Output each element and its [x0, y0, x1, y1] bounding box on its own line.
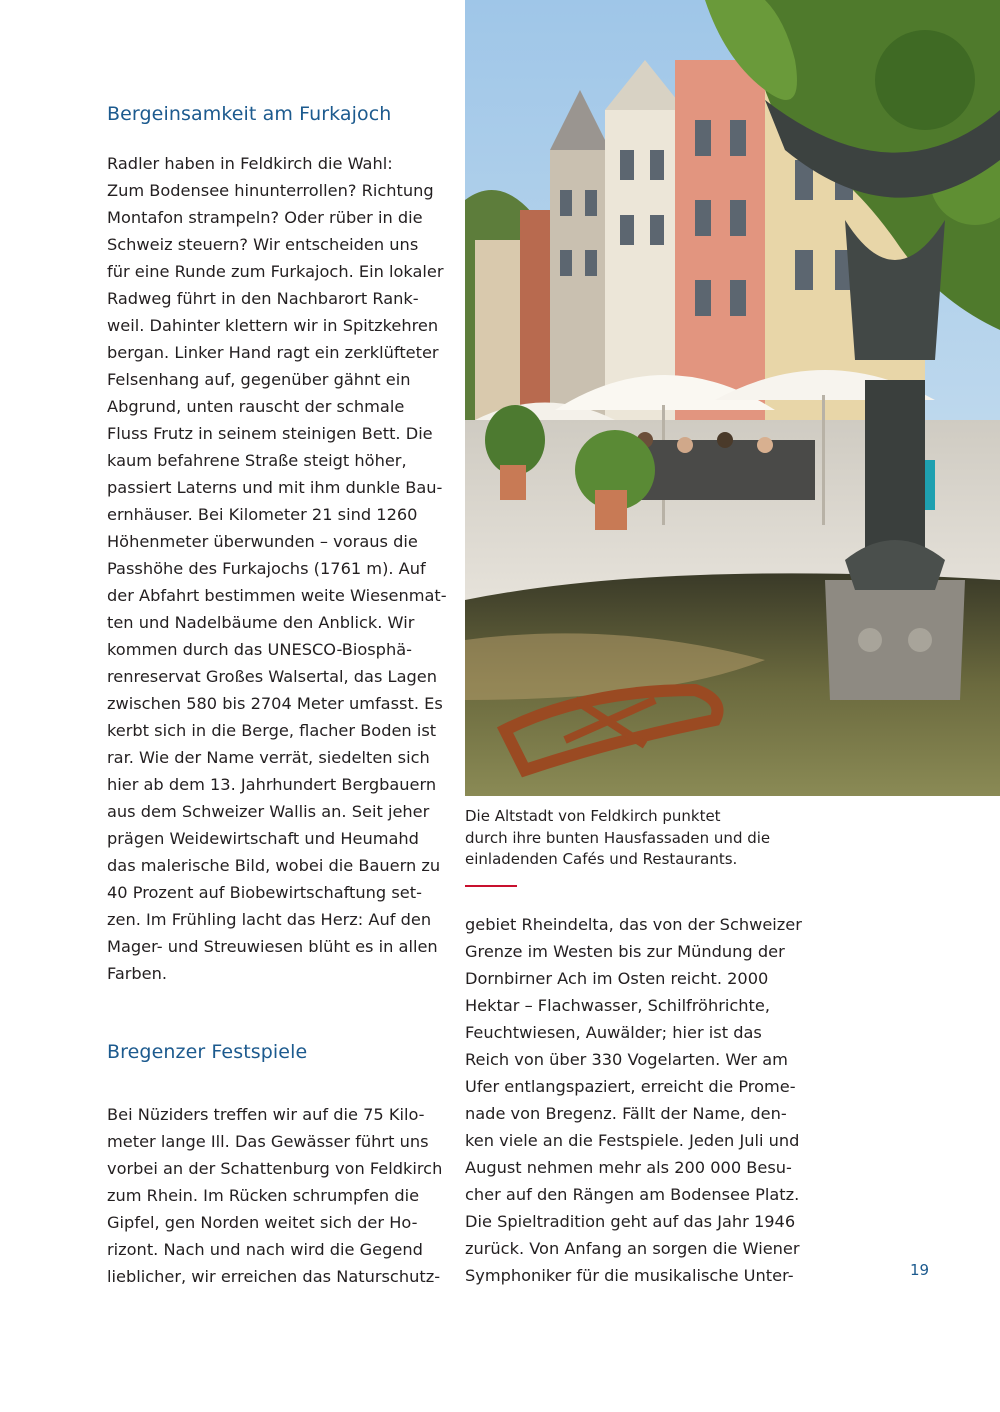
text-line: zum Rhein. Im Rücken schrumpfen die	[107, 1186, 420, 1205]
text-line: prägen Weidewirtschaft und Heumahd	[107, 829, 419, 848]
body-text-festspiele	[107, 1101, 443, 1290]
page-number: 19	[910, 1261, 930, 1279]
caption-line: einladenden Cafés und Restaurants.	[465, 850, 738, 868]
text-line: Bei Nüziders treffen wir auf die 75 Kilo-	[107, 1105, 425, 1124]
text-line: kerbt sich in die Berge, flacher Boden ist	[107, 721, 437, 740]
body-text-continuation	[465, 911, 800, 1289]
text-line: rizont. Nach und nach wird die Gegend	[107, 1240, 423, 1259]
caption-divider	[465, 885, 517, 887]
text-line: zen. Im Frühling lacht das Herz: Auf den	[107, 910, 432, 929]
text-line: Mager- und Streuwiesen blüht es in allen	[107, 937, 438, 956]
text-line: cher auf den Rängen am Bodensee Platz.	[465, 1185, 800, 1204]
text-line: passiert Laterns und mit ihm dunkle Bau-	[107, 478, 443, 497]
feldkirch-old-town-photo	[465, 0, 1000, 796]
text-line: weil. Dahinter klettern wir in Spitzkehren	[107, 316, 439, 335]
text-line: Gipfel, gen Norden weitet sich der Ho-	[107, 1213, 418, 1232]
text-line: für eine Runde zum Furkajoch. Ein lokaler	[107, 262, 444, 281]
text-line: meter lange Ill. Das Gewässer führt uns	[107, 1132, 429, 1151]
text-line: Reich von über 330 Vogelarten. Wer am	[465, 1050, 788, 1069]
text-line: lieblicher, wir erreichen das Naturschutz-	[107, 1267, 441, 1286]
text-line: Fluss Frutz in seinem steinigen Bett. Die	[107, 424, 433, 443]
text-line: aus dem Schweizer Wallis an. Seit jeher	[107, 802, 430, 821]
text-line: Symphoniker für die musikalische Unter-	[465, 1266, 794, 1285]
body-text-furkajoch	[107, 150, 447, 987]
text-line: rar. Wie der Name verrät, siedelten sich	[107, 748, 430, 767]
text-line: Schweiz steuern? Wir entscheiden uns	[107, 235, 419, 254]
text-line: Zum Bodensee hinunterrollen? Richtung	[107, 181, 434, 200]
text-line: hier ab dem 13. Jahrhundert Bergbauern	[107, 775, 437, 794]
text-line: ten und Nadelbäume den Anblick. Wir	[107, 613, 415, 632]
text-line: August nehmen mehr als 200 000 Besu-	[465, 1158, 792, 1177]
text-line: Farben.	[107, 964, 168, 983]
text-line: Abgrund, unten rauscht der schmale	[107, 397, 405, 416]
text-line: Höhenmeter überwunden – voraus die	[107, 532, 418, 551]
text-line: das malerische Bild, wobei die Bauern zu	[107, 856, 441, 875]
text-line: 40 Prozent auf Biobewirtschaftung set-	[107, 883, 422, 902]
text-line: zurück. Von Anfang an sorgen die Wiener	[465, 1239, 800, 1258]
text-line: vorbei an der Schattenburg von Feldkirch	[107, 1159, 443, 1178]
text-line: kommen durch das UNESCO-Biosphä-	[107, 640, 412, 659]
section-heading-furkajoch: Bergeinsamkeit am Furkajoch	[107, 103, 392, 125]
text-line: Dornbirner Ach im Osten reicht. 2000	[465, 969, 769, 988]
text-line: nade von Bregenz. Fällt der Name, den-	[465, 1104, 787, 1123]
text-line: der Abfahrt bestimmen weite Wiesenmat-	[107, 586, 447, 605]
text-line: kaum befahrene Straße steigt höher,	[107, 451, 407, 470]
caption-line: Die Altstadt von Feldkirch punktet	[465, 807, 721, 825]
text-line: renreservat Großes Walsertal, das Lagen	[107, 667, 437, 686]
text-line: zwischen 580 bis 2704 Meter umfasst. Es	[107, 694, 443, 713]
text-line: ken viele an die Festspiele. Jeden Juli und	[465, 1131, 800, 1150]
text-line: Ufer entlangspaziert, erreicht die Prome-	[465, 1077, 796, 1096]
text-line: ernhäuser. Bei Kilometer 21 sind 1260	[107, 505, 418, 524]
text-line: Felsenhang auf, gegenüber gähnt ein	[107, 370, 411, 389]
text-line: Montafon strampeln? Oder rüber in die	[107, 208, 423, 227]
text-line: Die Spieltradition geht auf das Jahr 1946	[465, 1212, 796, 1231]
text-line: Radweg führt in den Nachbarort Rank-	[107, 289, 419, 308]
text-line: Grenze im Westen bis zur Mündung der	[465, 942, 785, 961]
text-line: Hektar – Flachwasser, Schilfröhrichte,	[465, 996, 770, 1015]
text-line: Radler haben in Feldkirch die Wahl:	[107, 154, 393, 173]
text-line: gebiet Rheindelta, das von der Schweizer	[465, 915, 802, 934]
text-line: bergan. Linker Hand ragt ein zerklüfteter	[107, 343, 439, 362]
caption-line: durch ihre bunten Hausfassaden und die	[465, 828, 771, 847]
section-heading-festspiele: Bregenzer Festspiele	[107, 1041, 308, 1063]
photo-caption	[465, 806, 805, 871]
text-line: Passhöhe des Furkajochs (1761 m). Auf	[107, 559, 426, 578]
text-line: Feuchtwiesen, Auwälder; hier ist das	[465, 1023, 762, 1042]
